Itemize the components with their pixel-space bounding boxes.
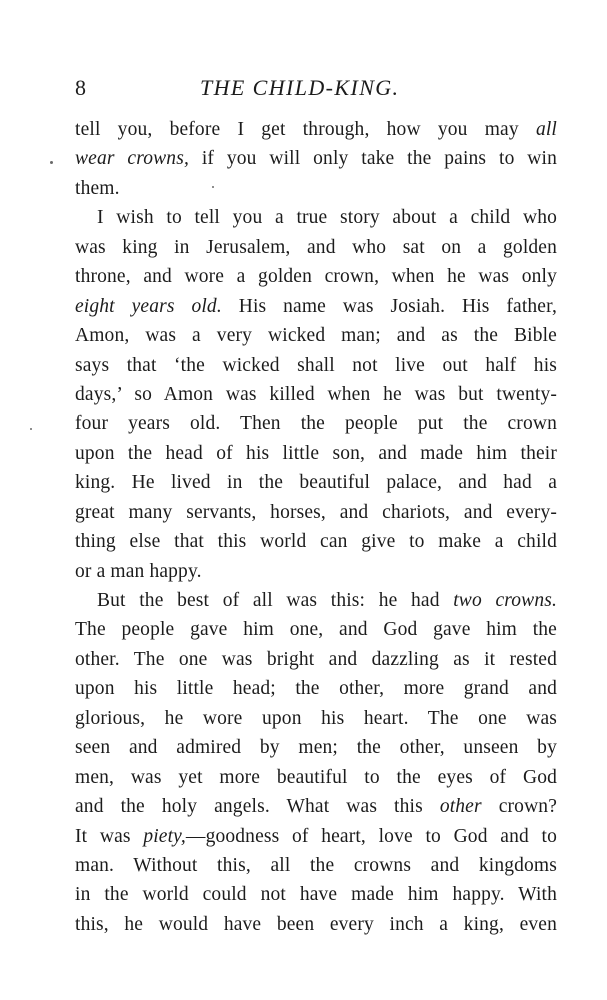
text-line <box>75 704 557 733</box>
text-line <box>75 557 557 586</box>
text-segment: in the world could not have made him happy. With <box>75 884 557 906</box>
text-segment: crown? <box>481 796 558 818</box>
text-line <box>75 351 557 380</box>
text-segment: them. <box>75 177 120 199</box>
text-segment: —goodness of heart, love to God and to <box>185 825 557 847</box>
text-line <box>75 144 557 173</box>
running-title: THE CHILD-KING. <box>200 75 400 100</box>
text-line <box>75 409 557 438</box>
text-line <box>75 586 557 615</box>
text-line <box>75 380 557 409</box>
text-line <box>75 527 557 556</box>
text-segment: men, was yet more beautiful to the eyes of God <box>75 766 557 788</box>
text-line <box>75 645 557 674</box>
text-segment: this, he would have been every inch a king, even <box>75 913 557 935</box>
text-line <box>75 292 557 321</box>
text-segment: The people gave him one, and God gave him the <box>75 619 557 641</box>
text-segment: His name was Josiah. His father, <box>221 295 558 317</box>
text-segment: upon the head of his little son, and made him their <box>75 442 557 464</box>
text-line <box>75 174 557 203</box>
text-line <box>75 468 557 497</box>
italic-text: two crowns. <box>453 590 557 611</box>
italic-text: piety, <box>143 825 186 847</box>
text-segment: glorious, he wore upon his heart. The one was <box>75 707 557 729</box>
text-line <box>75 822 557 851</box>
italic-text: other <box>439 796 482 818</box>
text-segment: and the holy angels. What was this <box>75 796 440 818</box>
text-line <box>75 674 557 703</box>
text-segment: upon his little head; the other, more grand and <box>75 678 557 700</box>
page-header <box>75 74 555 106</box>
text-segment: Amon, was a very wicked man; and as the Bible <box>75 325 557 347</box>
italic-text: wear crowns, <box>75 148 189 170</box>
text-line <box>75 851 557 880</box>
text-segment: It was <box>75 825 144 847</box>
text-segment: if you will only take the pains to win <box>188 148 557 170</box>
text-line <box>75 321 557 350</box>
text-segment: days,’ so Amon was killed when he was but twenty- <box>75 383 557 405</box>
print-speck <box>212 186 214 188</box>
text-segment: king. He lived in the beautiful palace, and had a <box>75 472 557 494</box>
text-line <box>75 880 557 909</box>
print-speck <box>50 161 53 164</box>
text-segment: thing else that this world can give to make a child <box>75 531 557 553</box>
text-segment: But the best of all was this: he had <box>97 590 454 611</box>
text-line <box>75 615 557 644</box>
text-line <box>75 910 557 939</box>
text-line <box>75 498 557 527</box>
text-segment: man. Without this, all the crowns and kingdoms <box>75 854 557 876</box>
print-speck <box>30 428 32 430</box>
body-text <box>75 115 557 939</box>
text-line <box>75 439 557 468</box>
text-line <box>75 233 557 262</box>
text-segment: or a man happy. <box>75 560 202 582</box>
text-line <box>75 733 557 762</box>
text-segment: says that ‘the wicked shall not live out half his <box>75 354 557 376</box>
text-line <box>75 792 557 821</box>
text-line <box>75 262 557 291</box>
italic-text: eight years old. <box>75 295 222 317</box>
text-segment: I wish to tell you a true story about a child who <box>97 207 557 229</box>
text-segment: was king in Jerusalem, and who sat on a golden <box>75 236 557 258</box>
text-line <box>75 115 557 144</box>
italic-text: all <box>535 119 557 140</box>
text-segment: seen and admired by men; the other, unseen by <box>75 737 557 759</box>
text-line <box>75 763 557 792</box>
text-segment: four years old. Then the people put the crown <box>75 413 557 435</box>
text-segment: throne, and wore a golden crown, when he was only <box>75 266 557 288</box>
text-segment: tell you, before I get through, how you may <box>75 119 536 140</box>
text-segment: other. The one was bright and dazzling as it rested <box>75 648 557 670</box>
text-segment: great many servants, horses, and chariots, and every- <box>75 501 557 523</box>
text-line <box>75 203 557 232</box>
page-number: 8 <box>75 75 86 100</box>
